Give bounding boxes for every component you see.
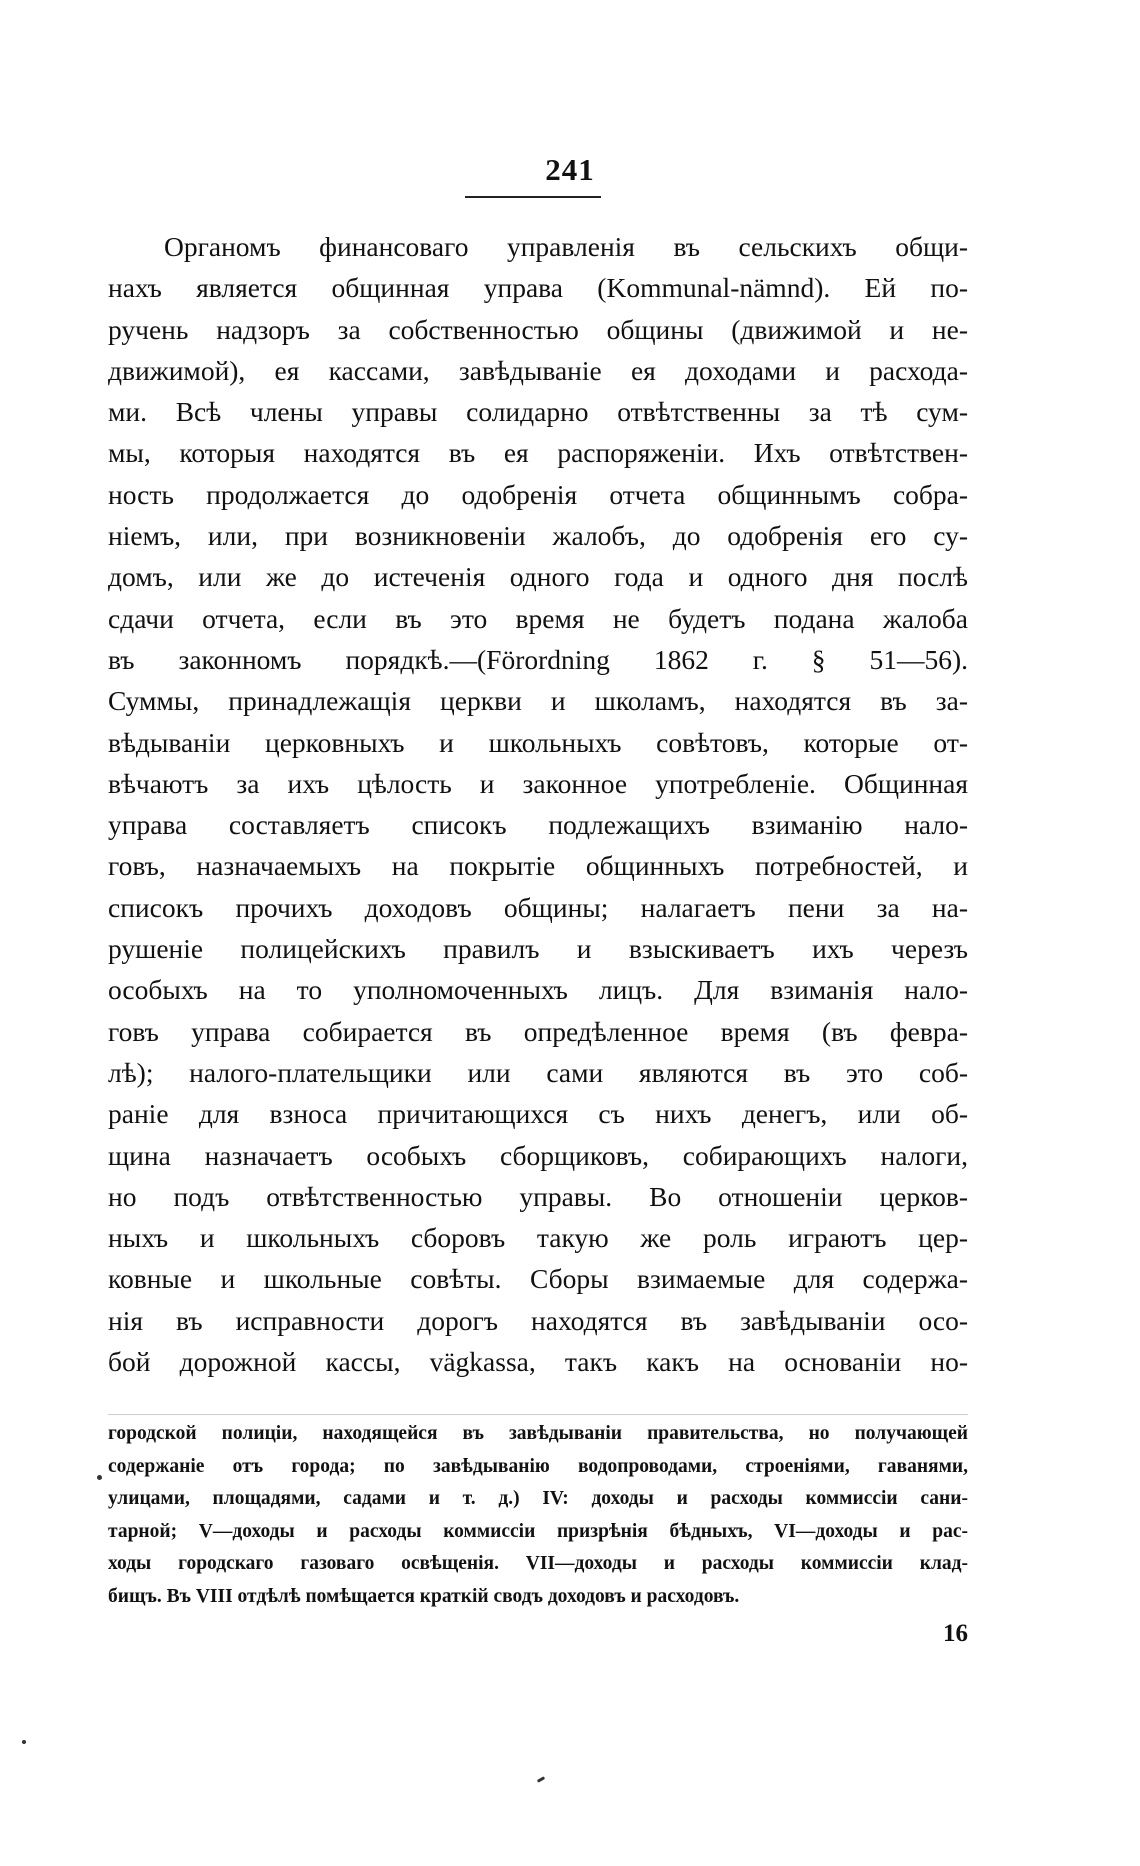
text-line: ніемъ, или, при возникновеніи жалобъ, до одобренія его су- bbox=[108, 520, 968, 552]
text-line: ми. Всѣ члены управы солидарно отвѣтственны за тѣ сум- bbox=[108, 396, 968, 428]
text-line: лѣ); налого-плательщики или сами являются въ это соб- bbox=[108, 1056, 968, 1088]
footnote-line: тарной; V—доходы и расходы коммиссіи призрѣнія бѣдныхъ, VI—доходы и рас- bbox=[108, 1520, 968, 1542]
text-line: ковные и школьные совѣты. Сборы взимаемые для содержа- bbox=[108, 1263, 968, 1295]
header-rule bbox=[465, 196, 601, 198]
text-line: движимой), ея кассами, завѣдываніе ея доходами и расхода- bbox=[108, 354, 968, 386]
text-line: ность продолжается до одобренія отчета общиннымъ собра- bbox=[108, 478, 968, 510]
text-line: ныхъ и школьныхъ сборовъ такую же роль играютъ цер- bbox=[108, 1222, 968, 1254]
text-line: мы, которыя находятся въ ея распоряженіи. Ихъ отвѣтствен- bbox=[108, 437, 968, 469]
text-line: говъ, назначаемыхъ на покрытіе общинныхъ потребностей, и bbox=[108, 850, 968, 882]
text-line: говъ управа собирается въ опредѣленное время (въ февра- bbox=[108, 1015, 968, 1047]
text-line: Органомъ финансоваго управленія въ сельскихъ общи- bbox=[164, 231, 968, 262]
ink-speck bbox=[22, 1740, 26, 1744]
text-line: ручень надзоръ за собственностью общины (движимой и не- bbox=[108, 313, 968, 345]
signature-mark: 16 bbox=[943, 1620, 968, 1647]
text-line: бой дорожной кассы, vägkassa, такъ какъ на основаніи но- bbox=[108, 1346, 968, 1378]
footnote-line: улицами, площадями, садами и т. д.) IV: доходы и расходы коммиссіи сани- bbox=[108, 1488, 968, 1510]
text-line: управа составляетъ списокъ подлежащихъ взиманію нало- bbox=[108, 809, 968, 841]
text-line: рушеніе полицейскихъ правилъ и взыскиваетъ ихъ черезъ bbox=[108, 933, 968, 965]
text-line: Суммы, принадлежащія церкви и школамъ, находятся въ за- bbox=[108, 685, 968, 717]
text-line: нія въ исправности дорогъ находятся въ завѣдываніи осо- bbox=[108, 1304, 968, 1336]
ink-speck bbox=[537, 1776, 545, 1783]
footnote-line: содержаніе отъ города; по завѣдыванію водопроводами, строеніями, гаванями, bbox=[108, 1455, 968, 1477]
text-line: но подъ отвѣтственностью управы. Во отношеніи церков- bbox=[108, 1180, 968, 1212]
text-line: вѣчаютъ за ихъ цѣлость и законное употребленіе. Общинная bbox=[108, 767, 968, 799]
text-line: сдачи отчета, если въ это время не будетъ подана жалоба bbox=[108, 602, 968, 634]
footnote-divider bbox=[108, 1414, 968, 1415]
text-line: домъ, или же до истеченія одного года и одного дня послѣ bbox=[108, 561, 968, 593]
text-line: списокъ прочихъ доходовъ общины; налагаетъ пени за на- bbox=[108, 891, 968, 923]
ink-speck bbox=[97, 1475, 102, 1480]
footnote-line: ходы городскаго газоваго освѣщенія. VII—доходы и расходы коммиссіи клад- bbox=[108, 1553, 968, 1575]
text-line: вѣдываніи церковныхъ и школьныхъ совѣтовъ, которые от- bbox=[108, 726, 968, 758]
footnote-line: бищъ. Въ VIII отдѣлѣ помѣщается краткій сводъ доходовъ и расходовъ. bbox=[108, 1585, 740, 1607]
footnote bbox=[108, 1418, 968, 1614]
text-line: въ законномъ порядкѣ.—(Förordning 1862 г. § 51—56). bbox=[108, 643, 968, 675]
footnote-line: городской полиціи, находящейся въ завѣдываніи правительства, но получающей bbox=[108, 1423, 968, 1444]
page-number: 241 bbox=[545, 152, 595, 187]
text-line: раніе для взноса причитающихся съ нихъ денегъ, или об- bbox=[108, 1098, 968, 1130]
text-line: щина назначаетъ особыхъ сборщиковъ, собирающихъ налоги, bbox=[108, 1139, 968, 1171]
main-text bbox=[108, 226, 968, 1382]
text-line: особыхъ на то уполномоченныхъ лицъ. Для взиманія нало- bbox=[108, 974, 968, 1006]
text-line: нахъ является общинная управа (Kommunal-nämnd). Ей по- bbox=[108, 272, 968, 304]
